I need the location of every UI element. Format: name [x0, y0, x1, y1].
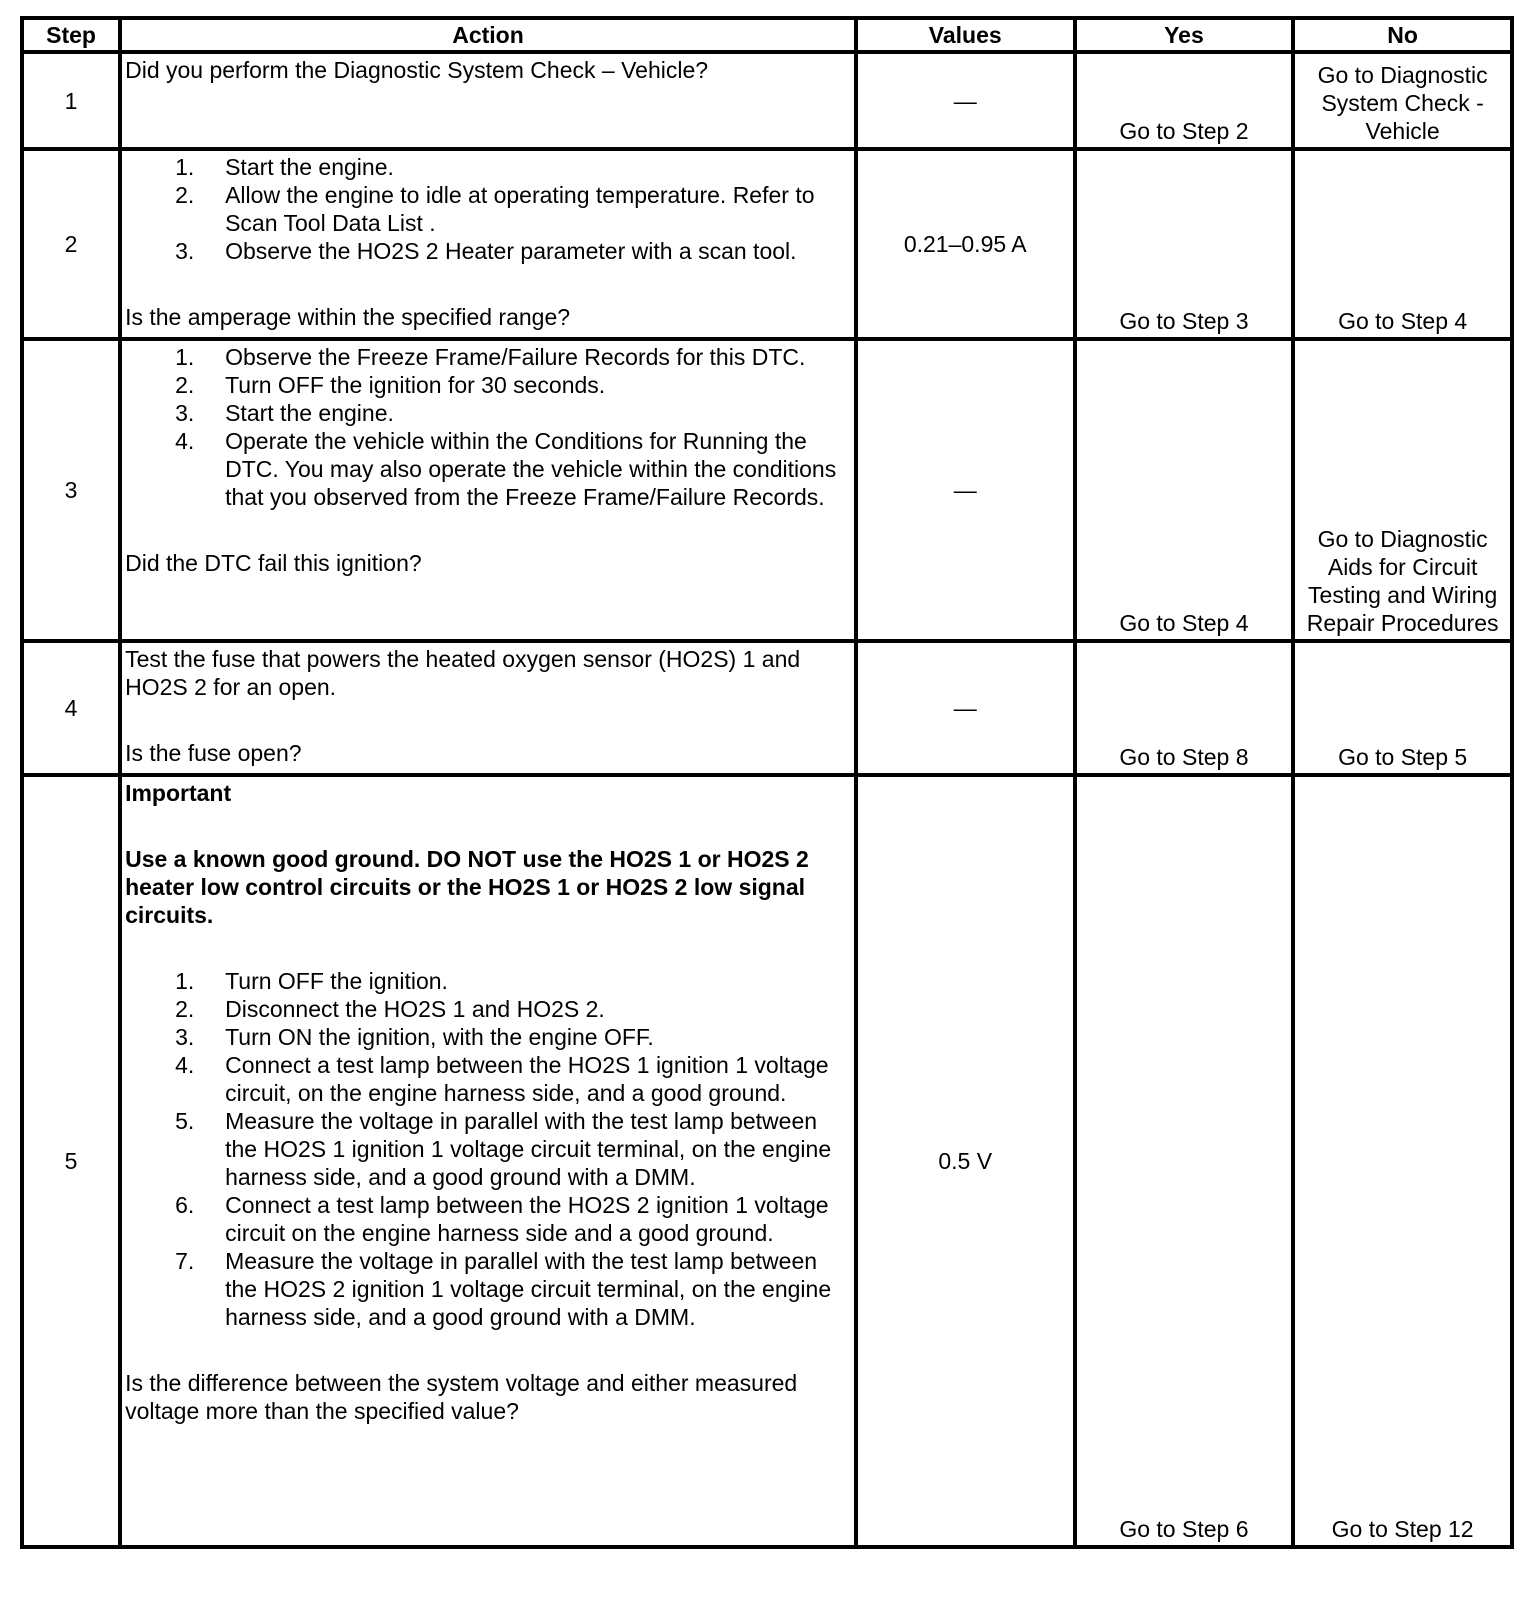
value-cell: —: [856, 339, 1075, 641]
action-question: Did the DTC fail this ignition?: [125, 550, 422, 576]
yes-cell: Go to Step 6: [1075, 775, 1294, 1547]
step-number: 4: [22, 641, 120, 775]
list-item: 1. Start the engine.: [175, 154, 394, 180]
step-number: 2: [22, 149, 120, 339]
action-text: Did you perform the Diagnostic System Check – Vehicle?: [125, 57, 709, 83]
value-cell: 0.5 V: [856, 775, 1075, 1547]
yes-cell: Go to Step 4: [1075, 339, 1294, 641]
list-item: 2. Disconnect the HO2S 1 and HO2S 2.: [175, 996, 605, 1022]
list-item: 1. Turn OFF the ignition.: [175, 968, 448, 994]
value-cell: —: [856, 641, 1075, 775]
action-cell: [120, 775, 856, 1547]
no-cell: Go to Diagnostic Aids for Circuit Testing and Wiring Repair Procedures: [1293, 339, 1512, 641]
list-item: 2. Allow the engine to idle at operating temperature. Refer to Scan Tool Data List .: [175, 182, 815, 236]
header-values: Values: [856, 18, 1075, 52]
diagnostic-table: [20, 16, 1514, 1549]
action-question: Is the difference between the system voltage and either measured voltage more than the specified value?: [125, 1370, 798, 1424]
action-list: [125, 153, 848, 265]
table-row-step-1: [22, 52, 1512, 149]
header-yes: Yes: [1075, 18, 1294, 52]
list-item: 3. Start the engine.: [175, 400, 394, 426]
action-question: Is the amperage within the specified range?: [125, 304, 571, 330]
header-action: Action: [120, 18, 856, 52]
no-cell: Go to Diagnostic System Check - Vehicle: [1293, 52, 1512, 149]
list-item: 6. Connect a test lamp between the HO2S 2 ignition 1 voltage circuit on the engine harness side and a good ground.: [175, 1192, 829, 1246]
table-row-step-3: [22, 339, 1512, 641]
value-cell: 0.21–0.95 A: [856, 149, 1075, 339]
list-item: 2. Turn OFF the ignition for 30 seconds.: [175, 372, 606, 398]
action-cell: [120, 339, 856, 641]
action-list: [125, 343, 848, 511]
header-no: No: [1293, 18, 1512, 52]
step-number: 3: [22, 339, 120, 641]
action-cell: [120, 149, 856, 339]
yes-cell: Go to Step 2: [1075, 52, 1294, 149]
no-cell: Go to Step 4: [1293, 149, 1512, 339]
action-question: Is the fuse open?: [125, 740, 302, 766]
list-item: 3. Turn ON the ignition, with the engine OFF.: [175, 1024, 654, 1050]
list-item: 3. Observe the HO2S 2 Heater parameter with a scan tool.: [175, 238, 797, 264]
table-row-step-2: [22, 149, 1512, 339]
table-row-step-5: [22, 775, 1512, 1547]
action-cell: [120, 641, 856, 775]
no-cell: Go to Step 5: [1293, 641, 1512, 775]
important-label: Important: [125, 780, 232, 806]
step-number: 1: [22, 52, 120, 149]
yes-cell: Go to Step 8: [1075, 641, 1294, 775]
list-item: 4. Connect a test lamp between the HO2S 1 ignition 1 voltage circuit, on the engine harness side, and a good ground.: [175, 1052, 829, 1106]
list-item: 4. Operate the vehicle within the Conditions for Running the DTC. You may also operate the vehicle within the conditions that you observed from the Freeze Frame/Failure Records.: [175, 428, 837, 510]
table-header-row: [22, 18, 1512, 52]
table-row-step-4: [22, 641, 1512, 775]
list-item: 1. Observe the Freeze Frame/Failure Records for this DTC.: [175, 344, 806, 370]
header-step: Step: [22, 18, 120, 52]
step-number: 5: [22, 775, 120, 1547]
action-cell: [120, 52, 856, 149]
important-note: Use a known good ground. DO NOT use the HO2S 1 or HO2S 2 heater low control circuits or the HO2S 1 or HO2S 2 low signal circuits.: [125, 846, 809, 928]
value-cell: —: [856, 52, 1075, 149]
yes-cell: Go to Step 3: [1075, 149, 1294, 339]
action-text: Test the fuse that powers the heated oxygen sensor (HO2S) 1 and HO2S 2 for an open.: [125, 646, 801, 700]
no-cell: Go to Step 12: [1293, 775, 1512, 1547]
action-list: [125, 967, 848, 1331]
list-item: 5. Measure the voltage in parallel with the test lamp between the HO2S 1 ignition 1 voltage circuit terminal, on the engine harness side, and a good ground with a DMM.: [175, 1108, 832, 1190]
list-item: 7. Measure the voltage in parallel with the test lamp between the HO2S 2 ignition 1 voltage circuit terminal, on the engine harness side, and a good ground with a DMM.: [175, 1248, 832, 1330]
